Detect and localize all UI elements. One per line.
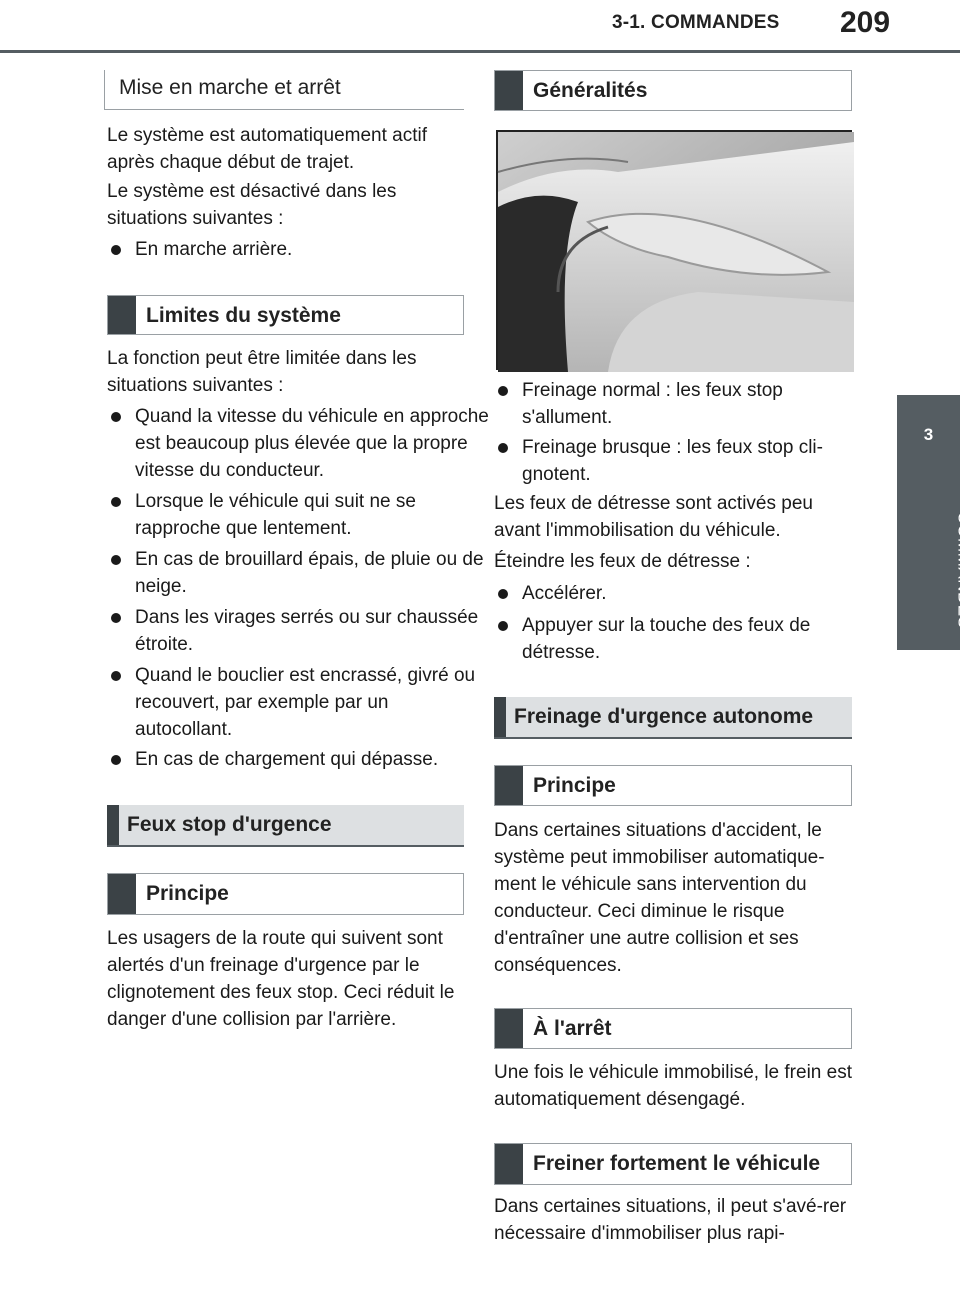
list-item [107, 662, 490, 743]
bullet-icon [498, 621, 508, 631]
list-item [107, 488, 490, 542]
car-rear-illustration [498, 132, 854, 372]
bullet-icon [111, 412, 121, 422]
heading-text: Généralités [533, 79, 648, 102]
heading-bar [495, 1144, 523, 1184]
paragraph: Le système est désactivé dans les situations suivantes : [107, 181, 397, 229]
bullet-icon [111, 671, 121, 681]
heading-bar [108, 296, 136, 334]
list-item [107, 236, 465, 263]
heading-principe [494, 765, 852, 806]
heading-text: Freiner fortement le véhicule [533, 1152, 821, 1175]
list-item-text: Dans les virages serrés ou sur chaussée étroite. [135, 607, 479, 655]
heading-generalites [494, 70, 852, 111]
list-item-text: Freinage normal : les feux stop s'allument. [522, 380, 783, 428]
section-title: Freinage d'urgence autonome [514, 705, 814, 728]
paragraph: Les usagers de la route qui suivent sont alertés d'un freinage d'urgence par le clignotement des feux stop. Ceci réduit le danger d'une collision par l'arrière. [107, 928, 455, 1030]
list-item [494, 612, 877, 666]
heading-text: Principe [146, 882, 229, 905]
heading-bar [495, 766, 523, 805]
heading-text: Limites du système [146, 304, 341, 327]
list-item [494, 377, 877, 431]
list-item-text: Accélérer. [522, 583, 607, 604]
list-item-text: En cas de chargement qui dépasse. [135, 749, 439, 770]
list-item [494, 580, 877, 607]
paragraph: Dans certaines situations d'accident, le système peut immobiliser automatique-ment le véhicule sans intervention du conducteur. Ceci diminue le risque d'entraîner une autre collision et ses conséquences. [494, 820, 825, 976]
paragraph: Dans certaines situations, il peut s'avé-rer nécessaire d'immobiliser plus rapi- [494, 1196, 847, 1244]
list-item [107, 546, 490, 600]
heading-bar [495, 1009, 523, 1048]
heading-a-larret [494, 1008, 852, 1049]
bullet-icon [111, 245, 121, 255]
paragraph: Une fois le véhicule immobilisé, le frein est automatiquement désengagé. [494, 1062, 852, 1110]
bullet-icon [498, 386, 508, 396]
section-feux-stop [107, 805, 464, 847]
list-item-text: Quand la vitesse du véhicule en approche est beaucoup plus élevée que la propre vitesse du conducteur. [135, 406, 489, 481]
bullet-icon [498, 589, 508, 599]
heading-text: À l'arrêt [533, 1017, 612, 1040]
list-item-text: Lorsque le véhicule qui suit ne se rapproche que lentement. [135, 491, 416, 539]
list-item-text: En marche arrière. [135, 239, 293, 260]
list-item [494, 434, 877, 488]
bullet-icon [111, 613, 121, 623]
paragraph: Le système est automatiquement actif après chaque début de trajet. [107, 125, 427, 173]
list-item-text: Quand le bouclier est encrassé, givré ou recouvert, par exemple par un autocollant. [135, 665, 476, 740]
heading-text: Principe [533, 774, 616, 797]
side-tab-number: 3 [923, 425, 934, 444]
paragraph: Éteindre les feux de détresse : [494, 551, 751, 572]
heading-bar [108, 874, 136, 914]
section-bar [494, 697, 506, 737]
page-number: 209 [840, 6, 891, 39]
list-item-text: Freinage brusque : les feux stop cli-gnotent. [522, 437, 823, 485]
section-freinage-urgence [494, 697, 852, 739]
list-item-text: Appuyer sur la touche des feux de détresse. [522, 615, 811, 663]
list-item-text: En cas de brouillard épais, de pluie ou de neige. [135, 549, 484, 597]
heading-text: Mise en marche et arrêt [119, 76, 341, 99]
list-item [107, 403, 490, 484]
section-title: Feux stop d'urgence [127, 813, 332, 836]
list-item [107, 746, 490, 773]
header-rule [0, 50, 960, 53]
heading-mise-en-marche [104, 70, 464, 110]
bullet-icon [498, 443, 508, 453]
bullet-icon [111, 755, 121, 765]
paragraph: La fonction peut être limitée dans les situations suivantes : [107, 348, 417, 396]
list-item [107, 604, 490, 658]
section-bar [107, 805, 119, 845]
heading-freiner-fortement [494, 1143, 852, 1185]
paragraph: Les feux de détresse sont activés peu avant l'immobilisation du véhicule. [494, 493, 813, 541]
brake-light-photo [496, 130, 852, 370]
bullet-icon [111, 555, 121, 565]
heading-principe [107, 873, 464, 915]
chapter-title: 3-1. COMMANDES [612, 12, 780, 33]
heading-limites [107, 295, 464, 335]
side-tab-label: COMMANDES [954, 511, 973, 629]
heading-bar [495, 71, 523, 110]
bullet-icon [111, 497, 121, 507]
